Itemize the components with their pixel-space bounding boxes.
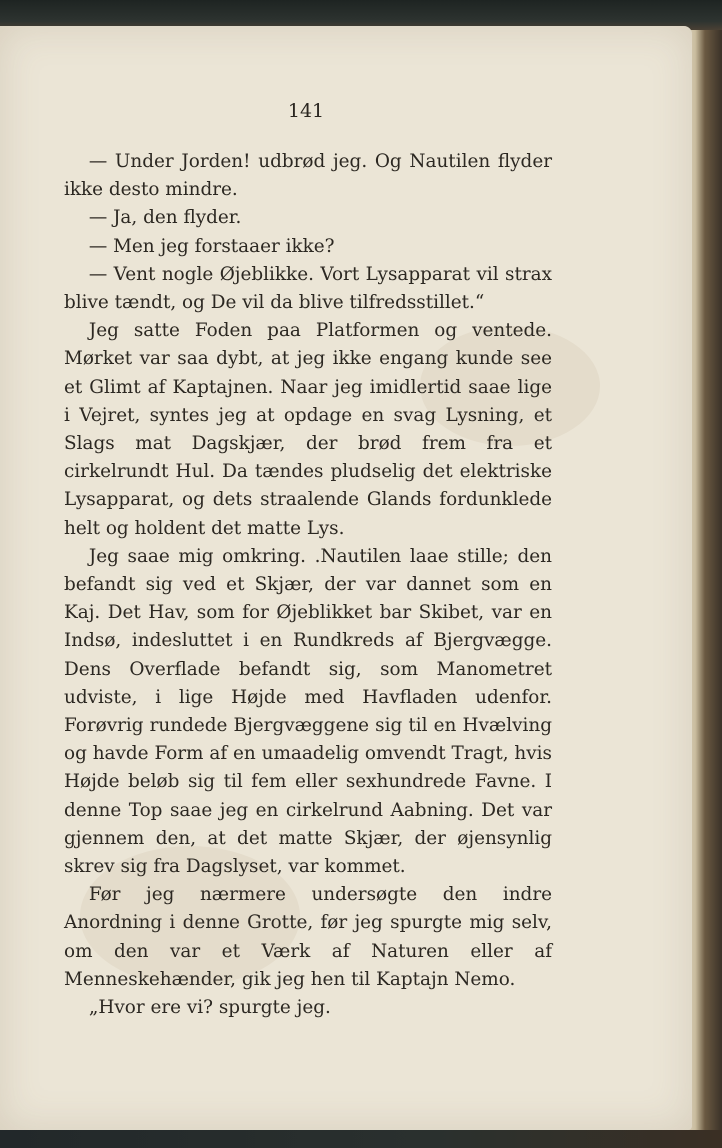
paragraph: „Hvor ere vi? spurgte jeg.	[88, 997, 331, 1019]
body-text	[64, 148, 552, 1022]
paragraph: Jeg saae mig omkring. .Nautilen laae stille; den befandt sig ved et Skjær, der var dannet som en Kaj. Det Hav, som for Øjeblikket bar Skibet, var en Indsø, indesluttet i en Rundkreds af Bjergvægge. Dens Overflade befandt sig, som Manometret udviste, i lige Højde med Havfladen udenfor. Forøvrig rundede Bjergvæggene sig til en Hvælving og havde Form af en umaadelig omvendt Tragt, hvis Højde beløb sig til fem eller sexhundrede Favne. I denne Top saae jeg en cirkelrund Aabning. Det var gjennem den, at det matte Skjær, der øjensynlig skrev sig fra Dagslyset, var kommet.	[64, 545, 552, 878]
paragraph: Jeg satte Foden paa Platformen og ventede. Mørket var saa dybt, at jeg ikke engang kunde see et Glimt af Kaptajnen. Naar jeg imidlertid saae lige i Vejret, syntes jeg at opdage en svag Lysning, et Slags mat Dagskjær, der brød frem fra et cirkelrundt Hul. Da tændes pludselig det elektriske Lysapparat, og dets straalende Glands fordunklede helt og holdent det matte Lys.	[64, 320, 552, 539]
paragraph: — Men jeg forstaaer ikke?	[88, 235, 335, 257]
page-number: 141	[287, 100, 325, 122]
paragraph: — Under Jorden! udbrød jeg. Og Nautilen flyder ikke desto mindre.	[64, 151, 552, 201]
paragraph: Før jeg nærmere undersøgte den indre Anordning i denne Grotte, før jeg spurgte mig selv, om den var et Værk af Naturen eller af Menneskehænder, gik jeg hen til Kaptajn Nemo.	[64, 884, 552, 990]
paragraph: — Vent nogle Øjeblikke. Vort Lysapparat vil strax blive tændt, og De vil da blive tilfredsstillet.“	[64, 263, 552, 314]
paragraph: — Ja, den flyder.	[88, 207, 242, 229]
